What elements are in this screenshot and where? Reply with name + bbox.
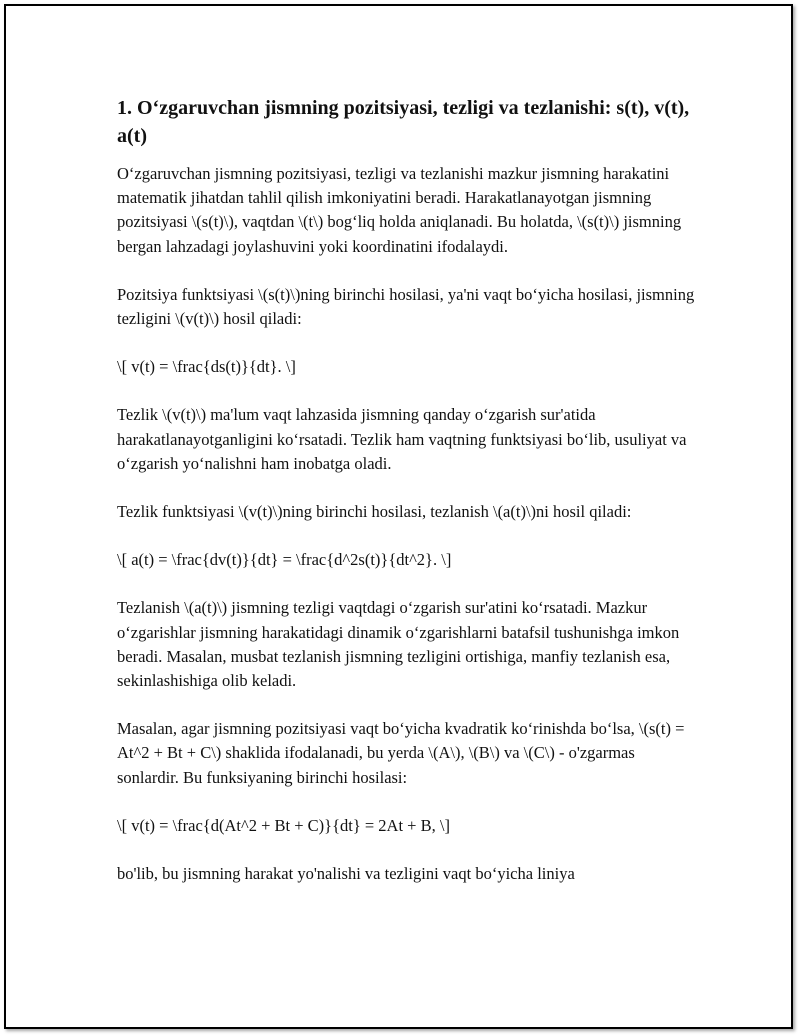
paragraph-conclusion: bo'lib, bu jismning harakat yo'nalishi va tezligini vaqt bo‘yicha liniya bbox=[117, 864, 575, 884]
section-heading: 1. O‘zgaruvchan jismning pozitsiyasi, tezligi va tezlanishi: s(t), v(t), a(t) bbox=[117, 97, 690, 147]
paragraph-velocity-derivative: Tezlik funktsiyasi \(v(t)\)ning birinchi hosilasi, tezlanish \(a(t)\)ni hosil qiladi: bbox=[117, 502, 632, 522]
paragraph-position-derivative: Pozitsiya funktsiyasi \(s(t)\)ning birinchi hosilasi, ya'ni vaqt bo‘yicha hosilasi, jismning tezligini \(v(t)\) hosil qiladi: bbox=[117, 284, 695, 329]
paragraph-quadratic-example: Masalan, agar jismning pozitsiyasi vaqt bo‘yicha kvadratik ko‘rinishda bo‘lsa, \(s(t) = At^2 + Bt + C\) shaklida ifodalanadi, bu yerda \(A\), \(B\) va \(C\) - o'zgarmas sonlardir. Bu funksiyaning birinchi hosilasi: bbox=[117, 719, 685, 787]
formula-velocity: \[ v(t) = \frac{ds(t)}{dt}. \] bbox=[117, 357, 296, 377]
document-content bbox=[117, 94, 697, 910]
paragraph-intro: O‘zgaruvchan jismning pozitsiyasi, tezligi va tezlanishi mazkur jismning harakatini matematik jihatdan tahlil qilish imkoniyatini beradi. Harakatlanayotgan jismning pozitsiyasi \(s(t)\), vaqtdan \(t\) bog‘liq holda aniqlanadi. Bu holatda, \(s(t)\) jismning bergan lahzadagi joylashuvini yoki koordinatini ifodalaydi. bbox=[117, 164, 682, 256]
formula-quadratic-velocity: \[ v(t) = \frac{d(At^2 + Bt + C)}{dt} = 2At + B, \] bbox=[117, 815, 450, 835]
paragraph-velocity-meaning: Tezlik \(v(t)\) ma'lum vaqt lahzasida jismning qanday o‘zgarish sur'atida harakatlanayotganligini ko‘rsatadi. Tezlik ham vaqtning funktsiyasi bo‘lib, usuliyat va o‘zgarish yo‘nalishni ham inobatga oladi. bbox=[117, 405, 687, 473]
paragraph-acceleration-meaning: Tezlanish \(a(t)\) jismning tezligi vaqtdagi o‘zgarish sur'atini ko‘rsatadi. Mazkur o‘zgarishlar jismning harakatidagi dinamik o‘zgarishlarni batafsil tushunishga imkon beradi. Masalan, musbat tezlanish jismning tezligini ortishiga, manfiy tezlanish esa, sekinlashishiga olib keladi. bbox=[117, 598, 680, 691]
formula-acceleration: \[ a(t) = \frac{dv(t)}{dt} = \frac{d^2s(t)}{dt^2}. \] bbox=[117, 550, 452, 570]
